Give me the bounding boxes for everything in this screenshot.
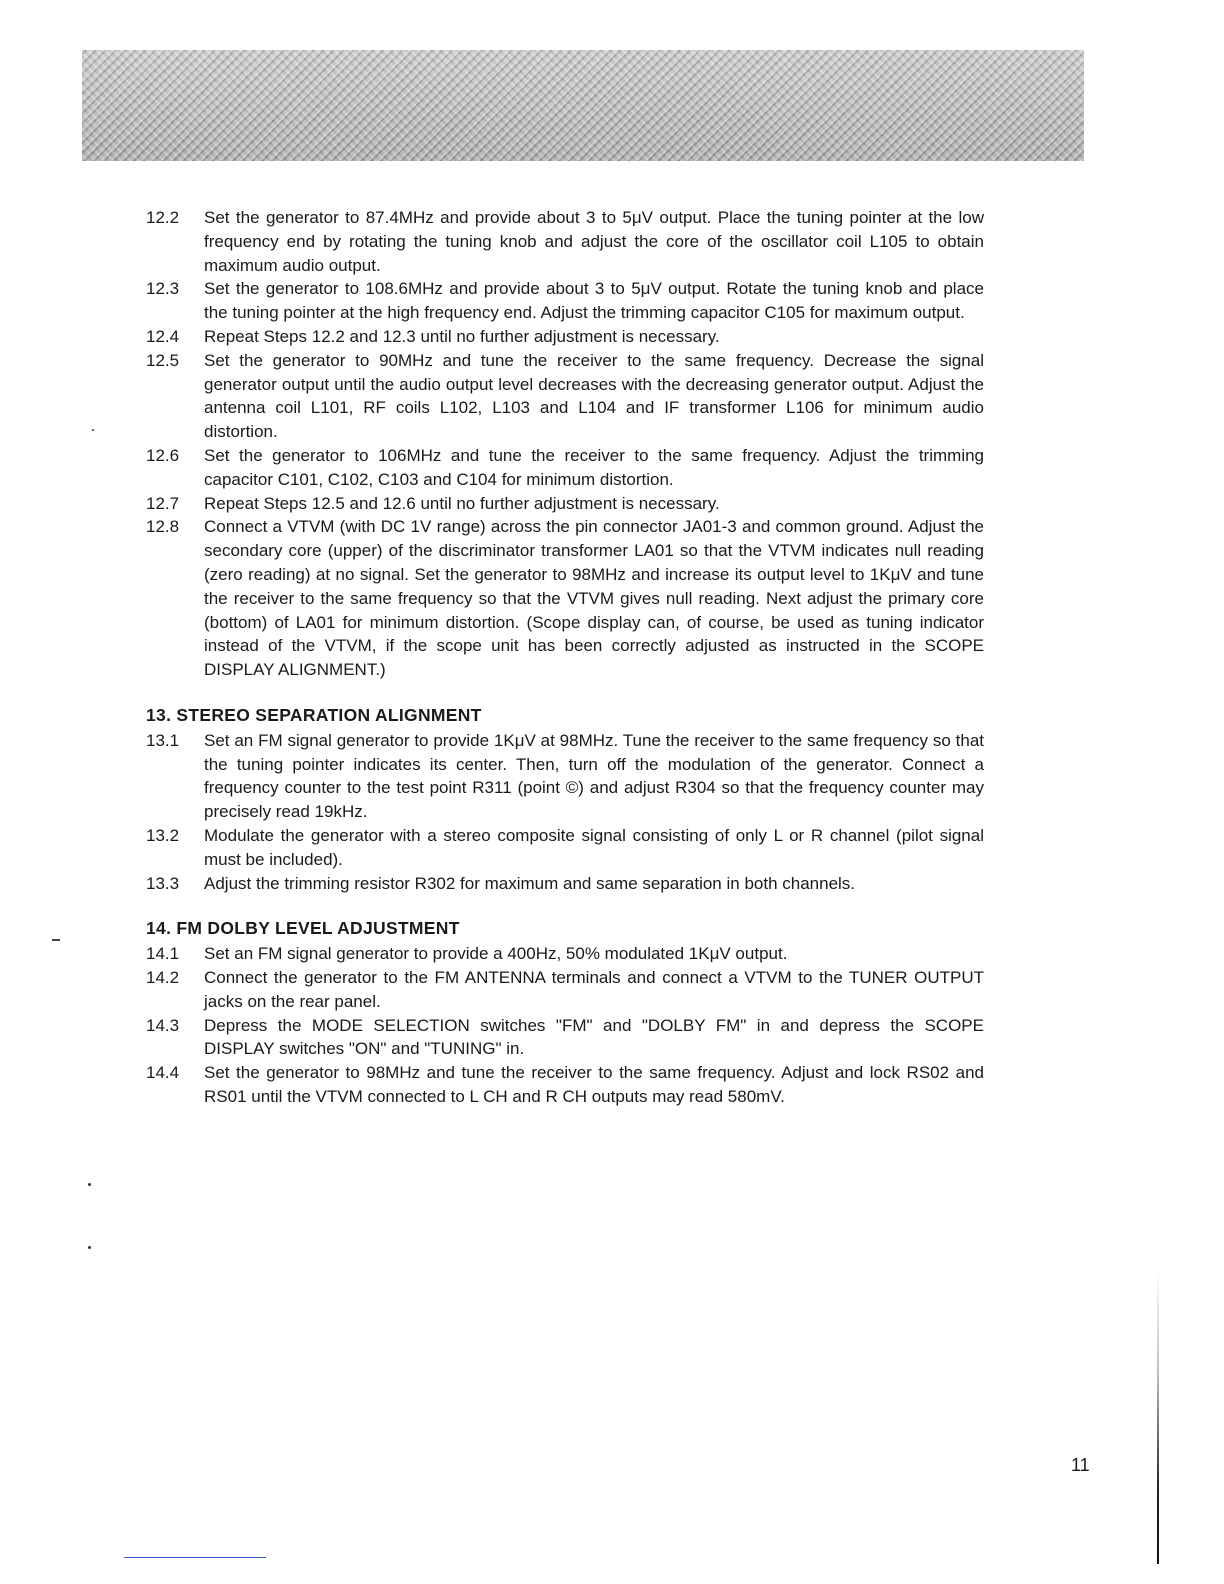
step-number: 13.2: [146, 825, 180, 845]
bottom-rule: [124, 1557, 266, 1558]
step-12-5: [146, 349, 984, 444]
step-text: Set the generator to 106MHz and tune the receiver to the same frequency. Adjust the trimming capacitor C101, C102, C103 and C104 for minimum distortion.: [204, 445, 984, 489]
step-number: 13.1: [146, 730, 180, 750]
page-number: 11: [1071, 1455, 1090, 1475]
step-number: 12.8: [146, 517, 180, 537]
scan-speck: [88, 1246, 91, 1249]
step-14-4: [146, 1061, 984, 1109]
step-text: Repeat Steps 12.2 and 12.3 until no further adjustment is necessary.: [204, 326, 720, 346]
step-12-8: [146, 515, 984, 682]
step-text: Depress the MODE SELECTION switches "FM" and "DOLBY FM" in and depress the SCOPE DISPLAY switches "ON" and "TUNING" in.: [204, 1015, 984, 1059]
step-number: 12.2: [146, 208, 180, 227]
page-edge-line: [1157, 1270, 1159, 1564]
step-number: 14.4: [146, 1063, 180, 1083]
document-body: [146, 206, 984, 1109]
step-text: Set an FM signal generator to provide a 400Hz, 50% modulated 1KμV output.: [204, 944, 788, 964]
step-text: Modulate the generator with a stereo composite signal consisting of only L or R channel (pilot signal must be included).: [204, 825, 984, 869]
step-14-1: [146, 942, 984, 966]
step-13-2: [146, 824, 984, 872]
step-12-7: [146, 492, 984, 516]
step-12-3: [146, 277, 984, 325]
step-12-6: [146, 444, 984, 492]
step-number: 12.4: [146, 326, 180, 346]
scan-speck: [92, 429, 94, 431]
step-14-2: [146, 966, 984, 1014]
step-text: Repeat Steps 12.5 and 12.6 until no further adjustment is necessary.: [204, 493, 720, 513]
step-13-3: [146, 872, 984, 896]
step-text: Set the generator to 87.4MHz and provide about 3 to 5μV output. Place the tuning pointer at the low frequency end by rotating the tuning knob and adjust the core of the oscillator coil L105 to obtain maximum audio output.: [204, 208, 984, 275]
step-text: Adjust the trimming resistor R302 for maximum and same separation in both channels.: [204, 873, 856, 893]
step-number: 14.3: [146, 1015, 180, 1035]
scan-speck: [88, 1183, 91, 1186]
scan-mark: [52, 939, 60, 941]
step-text: Connect a VTVM (with DC 1V range) across the pin connector JA01-3 and common ground. Adjust the secondary core (upper) of the discriminator transformer LA01 so that the VTVM indicates null reading (zero reading) at no signal. Set the generator to 98MHz and increase its output level to 1KμV and tune the receiver to the same frequency so that the VTVM gives null reading. Next adjust the primary core (bottom) of LA01 for minimum distortion. (Scope display can, of course, be used as tuning indicator instead of the VTVM, if the scope unit has been correctly adjusted as instructed in the SCOPE DISPLAY ALIGNMENT.): [204, 517, 984, 680]
step-number: 13.3: [146, 873, 180, 893]
step-text: Set an FM signal generator to provide 1KμV at 98MHz. Tune the receiver to the same frequency so that the tuning pointer indicates its center. Then, turn off the modulation of the generator. Connect a frequency counter to the test point R311 (point ©) and adjust R304 so that the frequency counter may precisely read 19kHz.: [204, 730, 984, 822]
step-number: 12.7: [146, 493, 180, 513]
step-number: 12.5: [146, 350, 180, 370]
step-text: Set the generator to 98MHz and tune the receiver to the same frequency. Adjust and lock RS02 and RS01 until the VTVM connected to L CH and R CH outputs may read 580mV.: [204, 1063, 984, 1106]
section-14-heading: 14. FM DOLBY LEVEL ADJUSTMENT: [146, 918, 460, 939]
step-text: Set the generator to 108.6MHz and provide about 3 to 5μV output. Rotate the tuning knob and place the tuning pointer at the high frequency end. Adjust the trimming capacitor C105 for maximum output.: [204, 279, 984, 323]
section-13-heading: 13. STEREO SEPARATION ALIGNMENT: [146, 704, 482, 725]
step-12-4: [146, 325, 984, 349]
step-number: 12.6: [146, 445, 180, 465]
header-banner: [82, 50, 1084, 161]
step-number: 12.3: [146, 279, 180, 299]
step-number: 14.1: [146, 944, 180, 964]
step-14-3: [146, 1014, 984, 1062]
step-text: Connect the generator to the FM ANTENNA terminals and connect a VTVM to the TUNER OUTPUT jacks on the rear panel.: [204, 967, 984, 1011]
step-12-2: [146, 206, 984, 277]
step-text: Set the generator to 90MHz and tune the receiver to the same frequency. Decrease the signal generator output until the audio output level decreases with the decreasing generator output. Adjust the antenna coil L101, RF coils L102, L103 and L104 and IF transformer L106 for minimum audio distortion.: [204, 350, 984, 442]
step-13-1: [146, 729, 984, 824]
step-number: 14.2: [146, 967, 180, 987]
